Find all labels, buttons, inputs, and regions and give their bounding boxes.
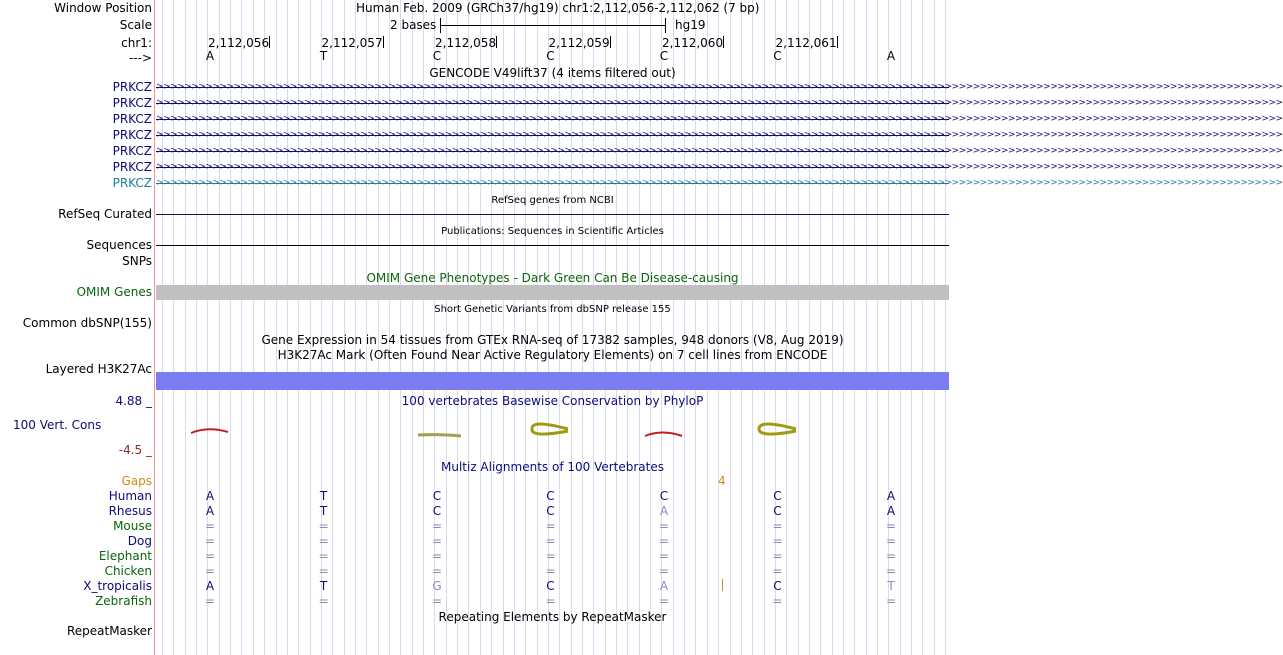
alignment-base: = xyxy=(318,564,329,578)
alignment-base: = xyxy=(545,549,556,563)
alignment-base: A xyxy=(886,489,896,503)
alignment-base: = xyxy=(545,594,556,608)
alignment-base: A xyxy=(886,504,896,518)
omim-bar[interactable] xyxy=(156,285,949,300)
scale-assembly: hg19 xyxy=(675,18,706,32)
ruler-position: 2,112,058 xyxy=(435,36,497,50)
ruler-tick xyxy=(269,36,270,48)
reference-base: A xyxy=(205,49,215,63)
gencode-transcript-feature[interactable]: >>>>>>>>>>>>>>>>>>>>>>>>>>>>>>>>>>>>>>>>>>>>>>>>>>>>>>>>>>>>>>>>>>>>>>>>>>>>>>>>>>>>>>>>>>>>>>>>>>>>>>>>>>>>>>>>>>>>>>>>>>>>>>>>>>>>>>>>>>>>>>>>>>>>>>>>>>>>>>>> xyxy=(156,178,1283,188)
alignment-base: = xyxy=(772,549,783,563)
alignment-base: T xyxy=(887,579,895,593)
phylop-bump-1 xyxy=(191,429,228,433)
window-position-label: Window Position xyxy=(54,1,152,15)
reference-base: A xyxy=(886,49,896,63)
ruler-tick xyxy=(496,36,497,48)
reference-base: C xyxy=(546,49,555,63)
phylop-bump-2 xyxy=(418,435,461,436)
species-label[interactable]: Zebrafish xyxy=(95,594,152,608)
alignment-base: = xyxy=(318,549,329,563)
alignment-base: = xyxy=(204,549,216,563)
phylop-bump-4 xyxy=(645,433,682,437)
phylop-max: 4.88 _ xyxy=(115,394,152,408)
alignment-base: = xyxy=(885,519,897,533)
alignment-base: = xyxy=(431,519,443,533)
species-label[interactable]: Elephant xyxy=(98,549,152,563)
gencode-title: GENCODE V49lift37 (4 items filtered out) xyxy=(429,66,676,80)
species-label[interactable]: Dog xyxy=(127,534,152,548)
gaps-count: 4 xyxy=(718,474,726,488)
repeatmasker-label[interactable]: RepeatMasker xyxy=(66,624,152,638)
alignment-base: = xyxy=(204,594,216,608)
alignment-base: = xyxy=(658,519,670,533)
alignment-base: C xyxy=(432,489,442,503)
phylop-bump-5 xyxy=(759,424,796,434)
snps-label[interactable]: SNPs xyxy=(122,254,152,268)
multiz-title: Multiz Alignments of 100 Vertebrates xyxy=(440,460,665,474)
scale-bases: 2 bases xyxy=(390,18,437,32)
alignment-base: C xyxy=(659,489,669,503)
ruler-tick xyxy=(837,36,838,48)
gaps-label[interactable]: Gaps xyxy=(121,474,152,488)
alignment-base: T xyxy=(319,489,328,503)
scale-bar-right-tick xyxy=(665,18,666,33)
alignment-base: = xyxy=(885,594,897,608)
alignment-base: C xyxy=(432,504,442,518)
gencode-transcript-feature[interactable]: >>>>>>>>>>>>>>>>>>>>>>>>>>>>>>>>>>>>>>>>>>>>>>>>>>>>>>>>>>>>>>>>>>>>>>>>>>>>>>>>>>>>>>>>>>>>>>>>>>>>>>>>>>>>>>>>>>>>>>>>>>>>>>>>>>>>>>>>>>>>>>>>>>>>>>>>>>>>>>>> xyxy=(156,162,1283,172)
label-separator xyxy=(154,0,155,655)
x-tropicalis-insertion-mark xyxy=(722,579,723,591)
species-label[interactable]: Human xyxy=(108,489,152,503)
gencode-transcript-label[interactable]: PRKCZ xyxy=(112,80,152,94)
gencode-transcript-label[interactable]: PRKCZ xyxy=(112,160,152,174)
alignment-base: C xyxy=(773,504,782,518)
refseq-label[interactable]: RefSeq Curated xyxy=(58,207,152,221)
alignment-base: = xyxy=(204,534,216,548)
ruler-position: 2,112,059 xyxy=(548,36,610,50)
species-label[interactable]: Rhesus xyxy=(108,504,152,518)
alignment-base: = xyxy=(431,594,443,608)
omim-title: OMIM Gene Phenotypes - Dark Green Can Be Disease-causing xyxy=(366,271,739,285)
alignment-base: = xyxy=(318,594,329,608)
ruler-position: 2,112,056 xyxy=(208,36,270,50)
ruler-position: 2,112,060 xyxy=(662,36,724,50)
alignment-base: = xyxy=(545,564,556,578)
alignment-base: C xyxy=(546,489,555,503)
alignment-base: = xyxy=(431,564,443,578)
alignment-base: = xyxy=(885,534,897,548)
gencode-transcript-feature[interactable]: >>>>>>>>>>>>>>>>>>>>>>>>>>>>>>>>>>>>>>>>>>>>>>>>>>>>>>>>>>>>>>>>>>>>>>>>>>>>>>>>>>>>>>>>>>>>>>>>>>>>>>>>>>>>>>>>>>>>>>>>>>>>>>>>>>>>>>>>>>>>>>>>>>>>>>>>>>>>>>>> xyxy=(156,98,1283,108)
gencode-transcript-label[interactable]: PRKCZ xyxy=(112,112,152,126)
alignment-base: T xyxy=(319,504,328,518)
publications-line[interactable] xyxy=(156,245,949,246)
alignment-base: A xyxy=(659,579,669,593)
alignment-base: C xyxy=(773,579,782,593)
alignment-base: = xyxy=(658,549,670,563)
window-position-value: Human Feb. 2009 (GRCh37/hg19) chr1:2,112,056-2,112,062 (7 bp) xyxy=(356,1,760,15)
gencode-transcript-feature[interactable]: >>>>>>>>>>>>>>>>>>>>>>>>>>>>>>>>>>>>>>>>>>>>>>>>>>>>>>>>>>>>>>>>>>>>>>>>>>>>>>>>>>>>>>>>>>>>>>>>>>>>>>>>>>>>>>>>>>>>>>>>>>>>>>>>>>>>>>>>>>>>>>>>>>>>>>>>>>>>>>>> xyxy=(156,146,1283,156)
alignment-base: = xyxy=(772,594,783,608)
alignment-base: = xyxy=(318,534,329,548)
alignment-base: A xyxy=(205,504,215,518)
gencode-transcript-feature[interactable]: >>>>>>>>>>>>>>>>>>>>>>>>>>>>>>>>>>>>>>>>>>>>>>>>>>>>>>>>>>>>>>>>>>>>>>>>>>>>>>>>>>>>>>>>>>>>>>>>>>>>>>>>>>>>>>>>>>>>>>>>>>>>>>>>>>>>>>>>>>>>>>>>>>>>>>>>>>>>>>>> xyxy=(156,114,1283,124)
alignment-base: = xyxy=(431,549,443,563)
ruler-position: 2,112,061 xyxy=(775,36,837,50)
alignment-base: = xyxy=(772,519,783,533)
h3k27ac-title: H3K27Ac Mark (Often Found Near Active Regulatory Elements) on 7 cell lines from ENCODE xyxy=(277,348,828,362)
ruler-position: 2,112,057 xyxy=(321,36,383,50)
reference-base: C xyxy=(432,49,442,63)
phylop-title: 100 vertebrates Basewise Conservation by PhyloP xyxy=(401,394,704,408)
ruler-tick xyxy=(383,36,384,48)
alignment-base: = xyxy=(658,534,670,548)
alignment-base: A xyxy=(659,504,669,518)
gencode-transcript-label[interactable]: PRKCZ xyxy=(112,96,152,110)
refseq-title: RefSeq genes from NCBI xyxy=(491,195,614,206)
alignment-base: = xyxy=(658,594,670,608)
alignment-base: A xyxy=(205,489,215,503)
alignment-base: = xyxy=(885,564,897,578)
reference-base: T xyxy=(319,49,328,63)
alignment-base: = xyxy=(885,549,897,563)
gencode-transcript-label[interactable]: PRKCZ xyxy=(112,176,152,190)
gtex-title: Gene Expression in 54 tissues from GTEx RNA-seq of 17382 samples, 948 donors (V8, Aug 2019) xyxy=(261,333,844,347)
alignment-base: C xyxy=(773,489,782,503)
species-label[interactable]: Chicken xyxy=(104,564,152,578)
chrom-label: chr1: xyxy=(121,36,152,50)
gencode-transcript-label[interactable]: PRKCZ xyxy=(112,128,152,142)
alignment-base: = xyxy=(318,519,329,533)
scale-bar-left-tick xyxy=(440,18,441,33)
reference-base: C xyxy=(659,49,669,63)
alignment-base: = xyxy=(204,564,216,578)
dbsnp-title: Short Genetic Variants from dbSNP release 155 xyxy=(434,304,671,315)
repeatmasker-title: Repeating Elements by RepeatMasker xyxy=(438,610,667,624)
phylop-label[interactable]: 100 Vert. Cons xyxy=(13,418,102,432)
alignment-base: C xyxy=(546,504,555,518)
gencode-transcript-feature[interactable]: >>>>>>>>>>>>>>>>>>>>>>>>>>>>>>>>>>>>>>>>>>>>>>>>>>>>>>>>>>>>>>>>>>>>>>>>>>>>>>>>>>>>>>>>>>>>>>>>>>>>>>>>>>>>>>>>>>>>>>>>>>>>>>>>>>>>>>>>>>>>>>>>>>>>>>>>>>>>>>>> xyxy=(156,82,1283,92)
phylop-graph[interactable] xyxy=(156,414,949,446)
alignment-base: T xyxy=(319,579,328,593)
alignment-base: = xyxy=(545,519,556,533)
phylop-min: -4.5 _ xyxy=(118,443,152,457)
alignment-base: = xyxy=(772,534,783,548)
alignment-base: = xyxy=(204,519,216,533)
alignment-base: C xyxy=(546,579,555,593)
reference-base: C xyxy=(773,49,782,63)
alignment-base: = xyxy=(431,534,443,548)
alignment-base: G xyxy=(432,579,442,593)
alignment-base: A xyxy=(205,579,215,593)
alignment-base: = xyxy=(658,564,670,578)
publications-title: Publications: Sequences in Scientific Articles xyxy=(441,226,664,237)
dbsnp-label[interactable]: Common dbSNP(155) xyxy=(22,316,152,330)
omim-label[interactable]: OMIM Genes xyxy=(76,285,152,299)
scale-bar xyxy=(440,25,665,26)
scale-label: Scale xyxy=(119,18,152,32)
gencode-transcript-label[interactable]: PRKCZ xyxy=(112,144,152,158)
ruler-tick xyxy=(610,36,611,48)
species-label[interactable]: Mouse xyxy=(113,519,152,533)
publications-label[interactable]: Sequences xyxy=(86,238,152,252)
alignment-base: = xyxy=(772,564,783,578)
h3k27ac-bar[interactable] xyxy=(156,372,949,390)
gencode-transcript-feature[interactable]: >>>>>>>>>>>>>>>>>>>>>>>>>>>>>>>>>>>>>>>>>>>>>>>>>>>>>>>>>>>>>>>>>>>>>>>>>>>>>>>>>>>>>>>>>>>>>>>>>>>>>>>>>>>>>>>>>>>>>>>>>>>>>>>>>>>>>>>>>>>>>>>>>>>>>>>>>>>>>>>> xyxy=(156,130,1283,140)
phylop-bump-3 xyxy=(532,424,568,434)
ruler-tick xyxy=(723,36,724,48)
h3k27ac-label[interactable]: Layered H3K27Ac xyxy=(45,362,152,376)
strand-arrow-label: ---> xyxy=(128,51,152,65)
alignment-base: = xyxy=(545,534,556,548)
refseq-line[interactable] xyxy=(156,214,949,215)
species-label[interactable]: X_tropicalis xyxy=(83,579,152,593)
